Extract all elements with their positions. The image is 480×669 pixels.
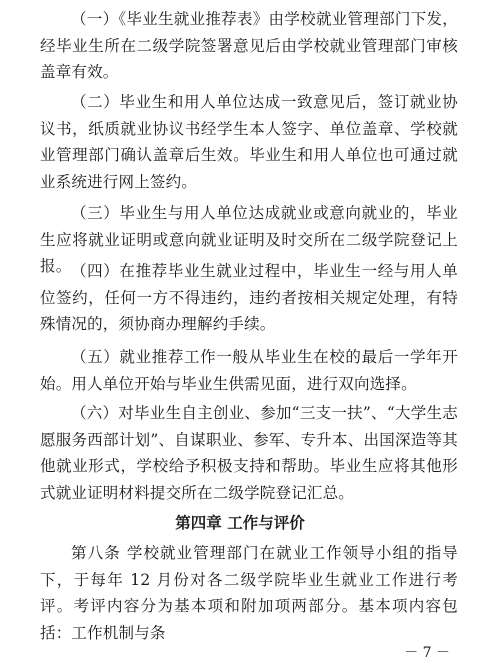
paragraph-5: （五）就业推荐工作一般从毕业生在校的最后一学年开始。用人单位开始与毕业生供需见面，进行双向选择。 <box>40 348 458 393</box>
paragraph-2: （二）毕业生和用人单位达成一致意见后，签订就业协议书，纸质就业协议书经学生本人签字、单位盖章、学校就业管理部门确认盖章后生效。毕业生和用人单位也可通过就业系统进行网上签约。 <box>40 93 458 191</box>
paragraph-1: （一）《毕业生就业推荐表》由学校就业管理部门下发，经毕业生所在二级学院签署意见后由学校就业管理部门审核盖章有效。 <box>40 10 458 81</box>
paragraph-6: （六）对毕业生自主创业、参加“三支一扶”、“大学生志愿服务西部计划”、自谋职业、参军、专升本、出国深造等其他就业形式，学校给予积极支持和帮助。毕业生应将其他形式就业证明材料提交所在二级学院登记汇总。 <box>40 404 458 502</box>
paragraph-3: （三）毕业生与用人单位达成就业或意向就业的，毕业生应将就业证明或意向就业证明及时交所在二级学院登记上报。 <box>40 204 458 275</box>
article-paragraph: 第八条 学校就业管理部门在就业工作领导小组的指导下，于每年 12 月份对各二级学院毕业生就业工作进行考评。考评内容分为基本项和附加项两部分。基本项内容包括：工作机制与条 <box>40 544 458 642</box>
paragraph-4: （四）在推荐毕业生就业过程中，毕业生一经与用人单位签约，任何一方不得违约，违约者按相关规定处理，有特殊情况的，须协商办理解约手续。 <box>40 262 458 333</box>
chapter-heading: 第四章 工作与评价 <box>175 514 305 532</box>
page-number: － 7 － <box>404 645 450 661</box>
